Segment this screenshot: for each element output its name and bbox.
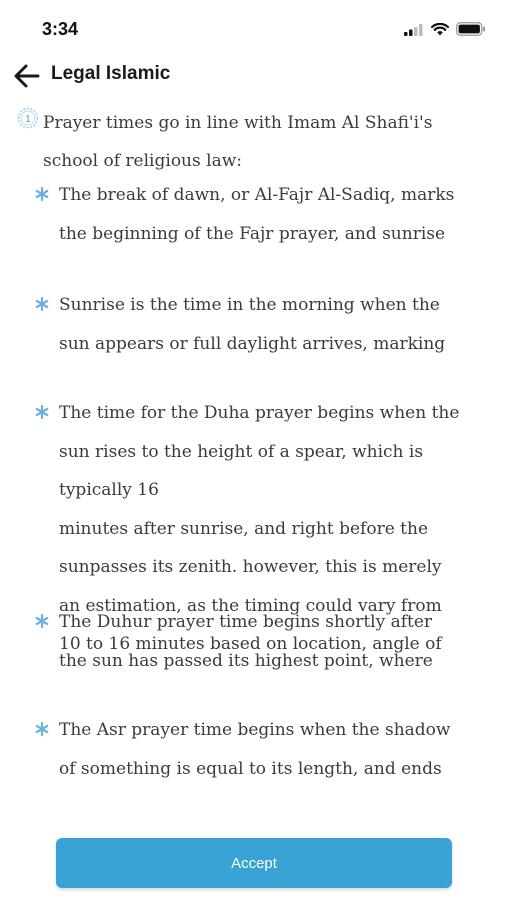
list-item-line: Sunrise is the time in the morning when the [59,295,440,315]
list-item-line: sun appears or full daylight arrives, marking [59,333,446,354]
back-arrow-icon[interactable] [12,62,42,90]
page-title: Legal Islamic [51,63,171,84]
list-item-line: The Asr prayer time begins when the shadow [59,720,451,740]
list-item-line: minutes after sunrise, and right before the [59,518,429,539]
accept-button[interactable]: Accept [56,838,452,888]
battery-icon [456,22,486,36]
list-item-line: sunpasses its zenith. however, this is merely [59,557,442,577]
list-item-line: an estimation, as the timing could vary from [59,595,442,616]
intro-text: Prayer times go in line with Imam Al Shafi'i's school of religious law: [43,113,433,171]
list-item-text [59,603,499,680]
list-item-text [59,176,499,253]
list-item-text [59,711,499,788]
list-item-line: of something is equal to its length, and ends [59,758,442,779]
list-item-line: the sun has passed its highest point, where [59,650,433,671]
list-item-line: The break of dawn, or Al-Fajr Al-Sadiq, marks [59,185,455,205]
status-icons [404,22,486,36]
star-bullet-icon [35,614,49,628]
cellular-signal-icon [404,24,424,36]
list-item-line: The time for the Duha prayer begins when the [59,403,460,423]
list-item-line: the beginning of the Fajr prayer, and sunrise [59,223,446,244]
star-bullet-icon [35,297,49,311]
header [0,58,506,94]
list-item-text [59,286,499,363]
list-item-line: typically 16 [59,480,159,500]
status-bar [0,0,506,56]
star-bullet-icon [35,722,49,736]
wifi-icon [431,23,449,36]
svg-text:1: 1 [25,114,31,125]
star-bullet-icon [35,405,49,419]
status-time: 3:34 [42,19,79,39]
list-item-line: 10 to 16 minutes based on location, angle of [59,634,442,654]
list-item-line: The Duhur prayer time begins shortly after [59,612,433,632]
info-badge-icon [16,106,40,130]
star-bullet-icon [35,187,49,201]
list-item-line: sun rises to the height of a spear, which is [59,441,424,462]
